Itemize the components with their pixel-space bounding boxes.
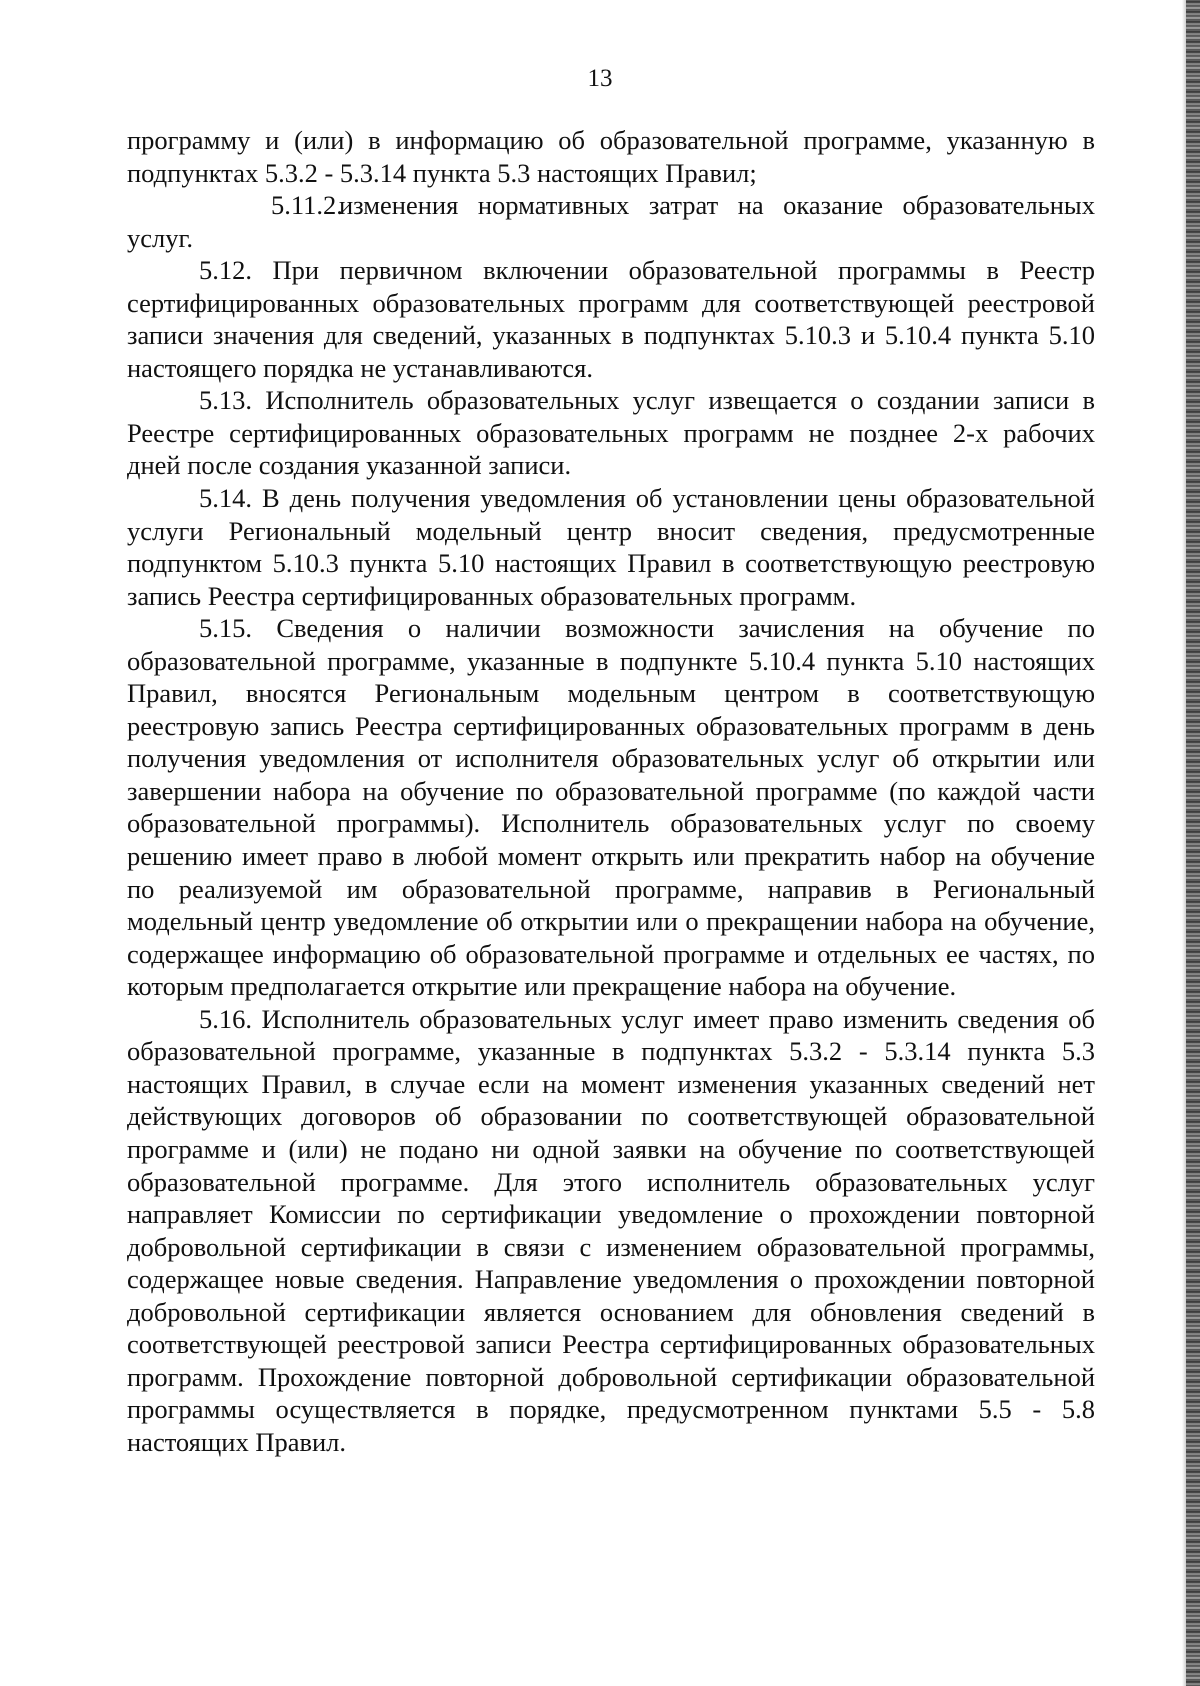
document-body [127, 124, 1095, 1458]
paragraph-5-14: 5.14. В день получения уведомления об установлении цены образовательной услуги Региональный модельный центр вносит сведения, предусмотренные подпунктом 5.10.3 пункта 5.10 настоящих Правил в соответствующую реестровую запись Реестра сертифицированных образовательных программ. [127, 483, 1095, 611]
paragraph-continuation: программу и (или) в информацию об образовательной программе, указанную в подпунктах 5.3.2 - 5.3.14 пункта 5.3 настоящих Правил; [127, 125, 1095, 188]
paragraph-5-15: 5.15. Сведения о наличии возможности зачисления на обучение по образовательной программе, указанные в подпункте 5.10.4 пункта 5.10 настоящих Правил, вносятся Региональным модельным центром в соответствующую реестровую запись Реестра сертифицированных образовательных программ в день получения уведомления от исполнителя образовательных услуг об открытии или завершении набора на обучение по образовательной программе (по каждой части образовательной программы). Исполнитель образовательных услуг по своему решению имеет право в любой момент открыть или прекратить набор на обучение по реализуемой им образовательной программе, направив в Региональный модельный центр уведомление об открытии или о прекращении набора на обучение, содержащее информацию об образовательной программе и отдельных ее частях, по которым предполагается открытие или прекращение набора на обучение. [127, 613, 1095, 1002]
paragraph-5-11-2 [127, 189, 1095, 254]
paragraph-5-12: 5.12. При первичном включении образовательной программы в Реестр сертифицированных образовательных программ для соответствующей реестровой записи значения для сведений, указанных в подпунктах 5.10.3 и 5.10.4 пункта 5.10 настоящего порядка не устанавливаются. [127, 255, 1095, 383]
item-text: изменения нормативных затрат на оказание образовательных услуг. [127, 190, 1095, 253]
scan-edge [1186, 0, 1200, 1686]
paragraph-5-16: 5.16. Исполнитель образовательных услуг имеет право изменить сведения об образовательной программе, указанные в подпунктах 5.3.2 - 5.3.14 пункта 5.3 настоящих Правил, в случае если на момент изменения указанных сведений нет действующих договоров об образовании по соответствующей образовательной программе и (или) не подано ни одной заявки на обучение по соответствующей образовательной программе. Для этого исполнитель образовательных услуг направляет Комиссии по сертификации уведомление о прохождении повторной добровольной сертификации в связи с изменением образовательной программы, содержащее новые сведения. Направление уведомления о прохождении повторной добровольной сертификации является основанием для обновления сведений в соответствующей реестровой записи Реестра сертифицированных образовательных программ. Прохождение повторной добровольной сертификации образовательной программы осуществляется в порядке, предусмотренном пунктами 5.5 - 5.8 настоящих Правил. [127, 1003, 1095, 1457]
item-number: 5.11.2. [271, 190, 343, 221]
paragraph-5-13: 5.13. Исполнитель образовательных услуг извещается о создании записи в Реестре сертифицированных образовательных программ не позднее 2-х рабочих дней после создания указанной записи. [127, 385, 1095, 481]
page-number: 13 [587, 65, 613, 92]
